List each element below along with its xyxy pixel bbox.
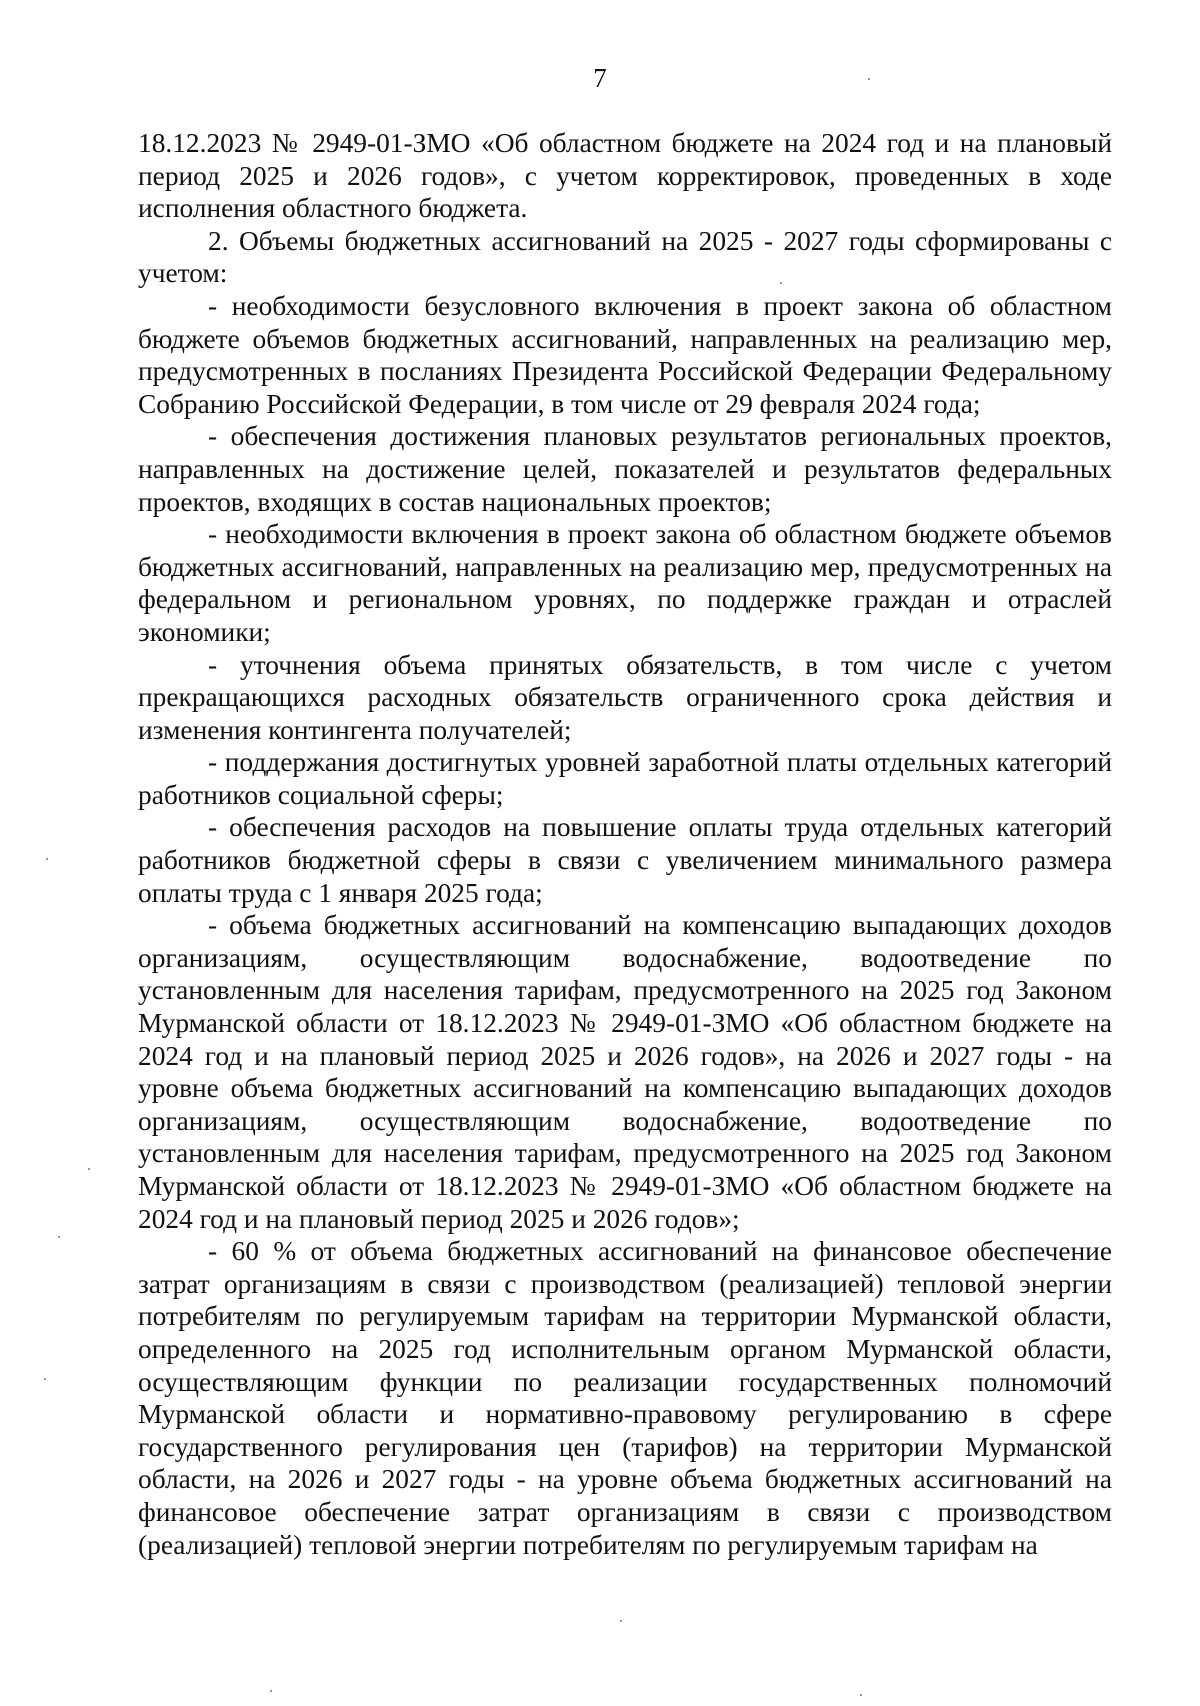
paragraph-bullet-regional-projects: - обеспечения достижения плановых результатов региональных проектов, направленных на достижение целей, показателей и результатов федеральных проектов, входящих в состав национальных проектов;	[138, 421, 1112, 517]
scan-speck	[780, 282, 782, 284]
paragraph-bullet-water-supply: - объема бюджетных ассигнований на компенсацию выпадающих доходов организациям, осуществляющим водоснабжение, водоотведение по установленным для населения тарифам, предусмотренного на 2025 год Законом Мурманской области от 18.12.2023 № 2949-01-ЗМО «Об областном бюджете на 2024 год и на плановый период 2025 и 2026 годов», на 2026 и 2027 годы - на уровне объема бюджетных ассигнований на компенсацию выпадающих доходов организациям, осуществляющим водоснабжение, водоотведение по установленным для населения тарифам, предусмотренного на 2025 год Законом Мурманской области от 18.12.2023 № 2949-01-ЗМО «Об областном бюджете на 2024 год и на плановый период 2025 и 2026 годов»;	[138, 910, 1112, 1234]
scan-speck	[46, 858, 48, 860]
document-body	[138, 127, 1112, 1561]
paragraph-bullet-support-measures: - необходимости включения в проект закона об областном бюджете объемов бюджетных ассигнований, направленных на реализацию мер, предусмотренных на федеральном и региональном уровнях, по поддержке граждан и отраслей экономики;	[138, 519, 1112, 647]
paragraph-item-2: 2. Объемы бюджетных ассигнований на 2025 - 2027 годы сформированы с учетом:	[138, 225, 1112, 289]
page-number: 7	[593, 63, 607, 93]
scan-speck	[860, 1694, 862, 1696]
paragraph-bullet-obligations: - уточнения объема принятых обязательств, в том числе с учетом прекращающихся расходных обязательств ограниченного срока действия и изменения контингента получателей;	[138, 649, 1112, 745]
scan-speck	[58, 1236, 60, 1238]
scan-speck	[868, 78, 870, 80]
paragraph-bullet-salary-levels: - поддержания достигнутых уровней заработной платы отдельных категорий работников социальной сферы;	[138, 747, 1112, 810]
scan-speck	[620, 1620, 622, 1622]
paragraph-continuation: 18.12.2023 № 2949-01-ЗМО «Об областном бюджете на 2024 год и на плановый период 2025 и 2026 годов», с учетом корректировок, проведенных в ходе исполнения областного бюджета.	[138, 128, 1112, 224]
scan-speck	[270, 1690, 272, 1692]
scan-speck	[88, 1168, 90, 1170]
paragraph-bullet-presidential-messages: - необходимости безусловного включения в проект закона об областном бюджете объемов бюджетных ассигнований, направленных на реализацию мер, предусмотренных в посланиях Президента Российской Федерации Федеральному Собранию Российской Федерации, в том числе от 29 февраля 2024 года;	[138, 290, 1112, 419]
paragraph-bullet-minimum-wage: - обеспечения расходов на повышение оплаты труда отдельных категорий работников бюджетной сферы в связи с увеличением минимального размера оплаты труда с 1 января 2025 года;	[138, 812, 1112, 908]
scan-speck	[44, 1378, 46, 1380]
paragraph-bullet-heat-energy: - 60 % от объема бюджетных ассигнований на финансовое обеспечение затрат организациям в связи с производством (реализацией) тепловой энергии потребителям по регулируемым тарифам на территории Мурманской области, определенного на 2025 год исполнительным органом Мурманской области, осуществляющим функции по реализации государственных полномочий Мурманской области и нормативно-правовому регулированию в сфере государственного регулирования цен (тарифов) на территории Мурманской области, на 2026 и 2027 годы - на уровне объема бюджетных ассигнований на финансовое обеспечение затрат организациям в связи с производством (реализацией) тепловой энергии потребителям по регулируемым тарифам на	[138, 1236, 1112, 1560]
